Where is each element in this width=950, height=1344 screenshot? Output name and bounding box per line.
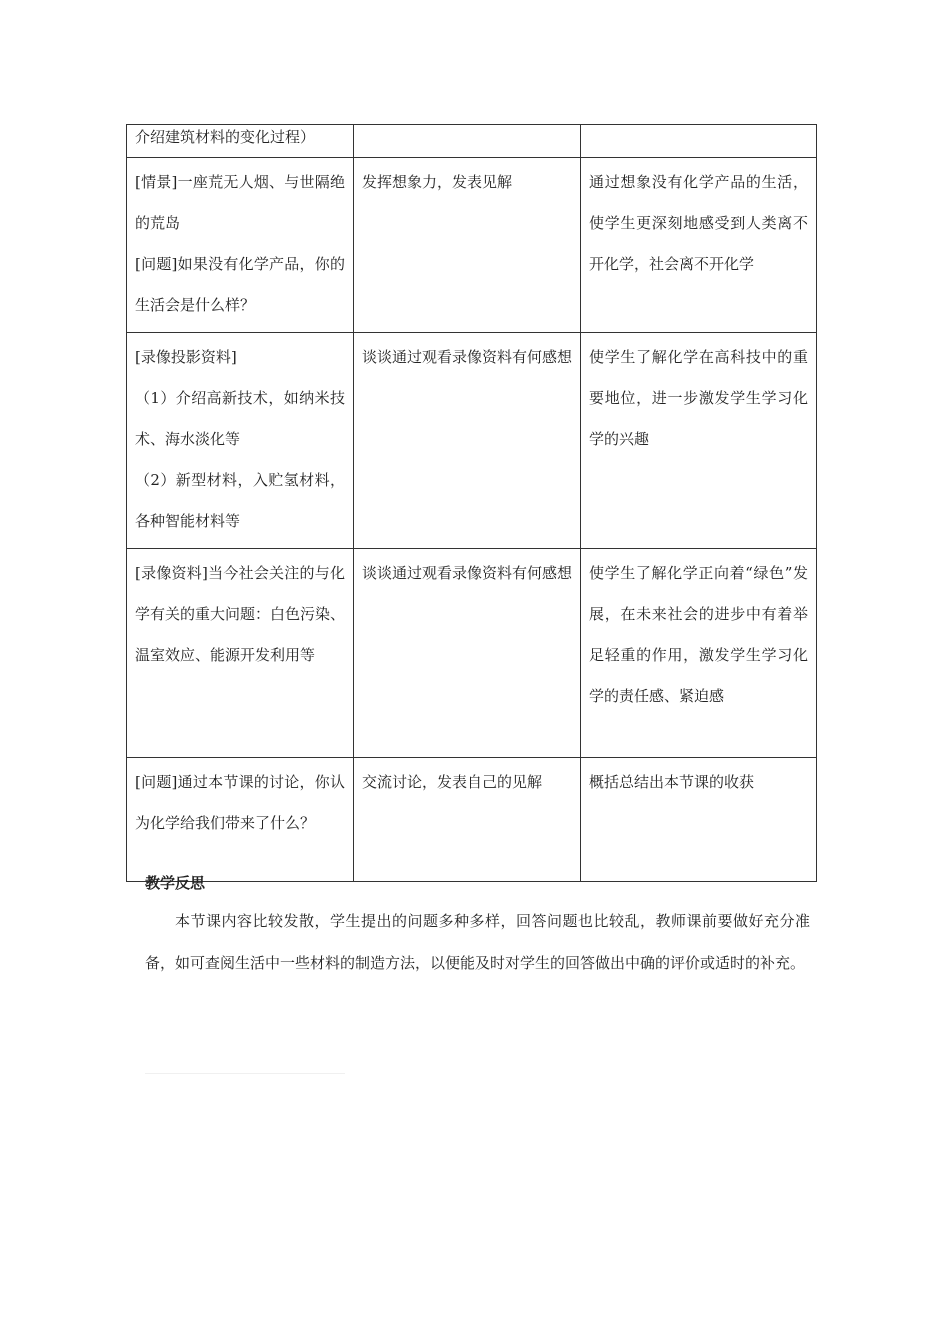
table-cell-design-intent <box>581 158 817 333</box>
cell-text: [录像投影资料] <box>135 348 237 366</box>
cell-text: 使学生了解化学在高科技中的重要地位，进一步激发学生学习化学的兴趣 <box>589 348 808 448</box>
table-cell-design-intent <box>581 125 817 158</box>
cell-text: [问题]如果没有化学产品，你的生活会是什么样？ <box>135 255 345 314</box>
cell-text: 发挥想象力，发表见解 <box>362 173 513 191</box>
table-row <box>127 549 817 758</box>
table-cell-teacher-activity <box>127 758 354 882</box>
reflection-title: 教学反思 <box>145 874 206 892</box>
table-cell-student-activity <box>354 125 581 158</box>
cell-text: 使学生了解化学正向着“绿色”发展，在未来社会的进步中有着举足轻重的作用，激发学生学习化学的责任感、紧迫感 <box>589 564 808 705</box>
divider <box>145 1073 345 1074</box>
table-row <box>127 758 817 882</box>
table-cell-design-intent <box>581 549 817 758</box>
table-cell-student-activity <box>354 758 581 882</box>
cell-text: 介绍建筑材料的变化过程） <box>135 128 316 146</box>
table-cell-teacher-activity <box>127 549 354 758</box>
cell-text: 通过想象没有化学产品的生活，使学生更深刻地感受到人类离不开化学，社会离不开化学 <box>589 173 808 273</box>
cell-text: [录像资料]当今社会关注的与化学有关的重大问题：白色污染、温室效应、能源开发利用等 <box>135 564 346 664</box>
cell-text: 谈谈通过观看录像资料有何感想 <box>362 564 573 582</box>
cell-text: 概括总结出本节课的收获 <box>589 773 755 791</box>
table-cell-student-activity <box>354 158 581 333</box>
lesson-table <box>126 124 817 882</box>
cell-text: （2）新型材料，入贮氢材料，各种智能材料等 <box>135 471 345 530</box>
table-cell-teacher-activity <box>127 333 354 549</box>
table-cell-teacher-activity <box>127 158 354 333</box>
table-row <box>127 333 817 549</box>
table-cell-design-intent <box>581 758 817 882</box>
cell-text: [问题]通过本节课的讨论，你认为化学给我们带来了什么？ <box>135 773 345 832</box>
table-cell-design-intent <box>581 333 817 549</box>
cell-text: 谈谈通过观看录像资料有何感想 <box>362 348 573 366</box>
cell-text: 交流讨论，发表自己的见解 <box>362 773 543 791</box>
reflection-body: 本节课内容比较发散，学生提出的问题多种多样，回答问题也比较乱，教师课前要做好充分准备，如可查阅生活中一些材料的制造方法，以便能及时对学生的回答做出中确的评价或适时的补充。 <box>145 912 810 972</box>
table-row <box>127 125 817 158</box>
table-row <box>127 158 817 333</box>
cell-text: [情景]一座荒无人烟、与世隔绝的荒岛 <box>135 173 345 232</box>
table-cell-teacher-activity <box>127 125 354 158</box>
table-cell-student-activity <box>354 549 581 758</box>
lesson-table-body <box>127 125 817 882</box>
table-cell-student-activity <box>354 333 581 549</box>
cell-text: （1）介绍高新技术，如纳米技术、海水淡化等 <box>135 389 345 448</box>
